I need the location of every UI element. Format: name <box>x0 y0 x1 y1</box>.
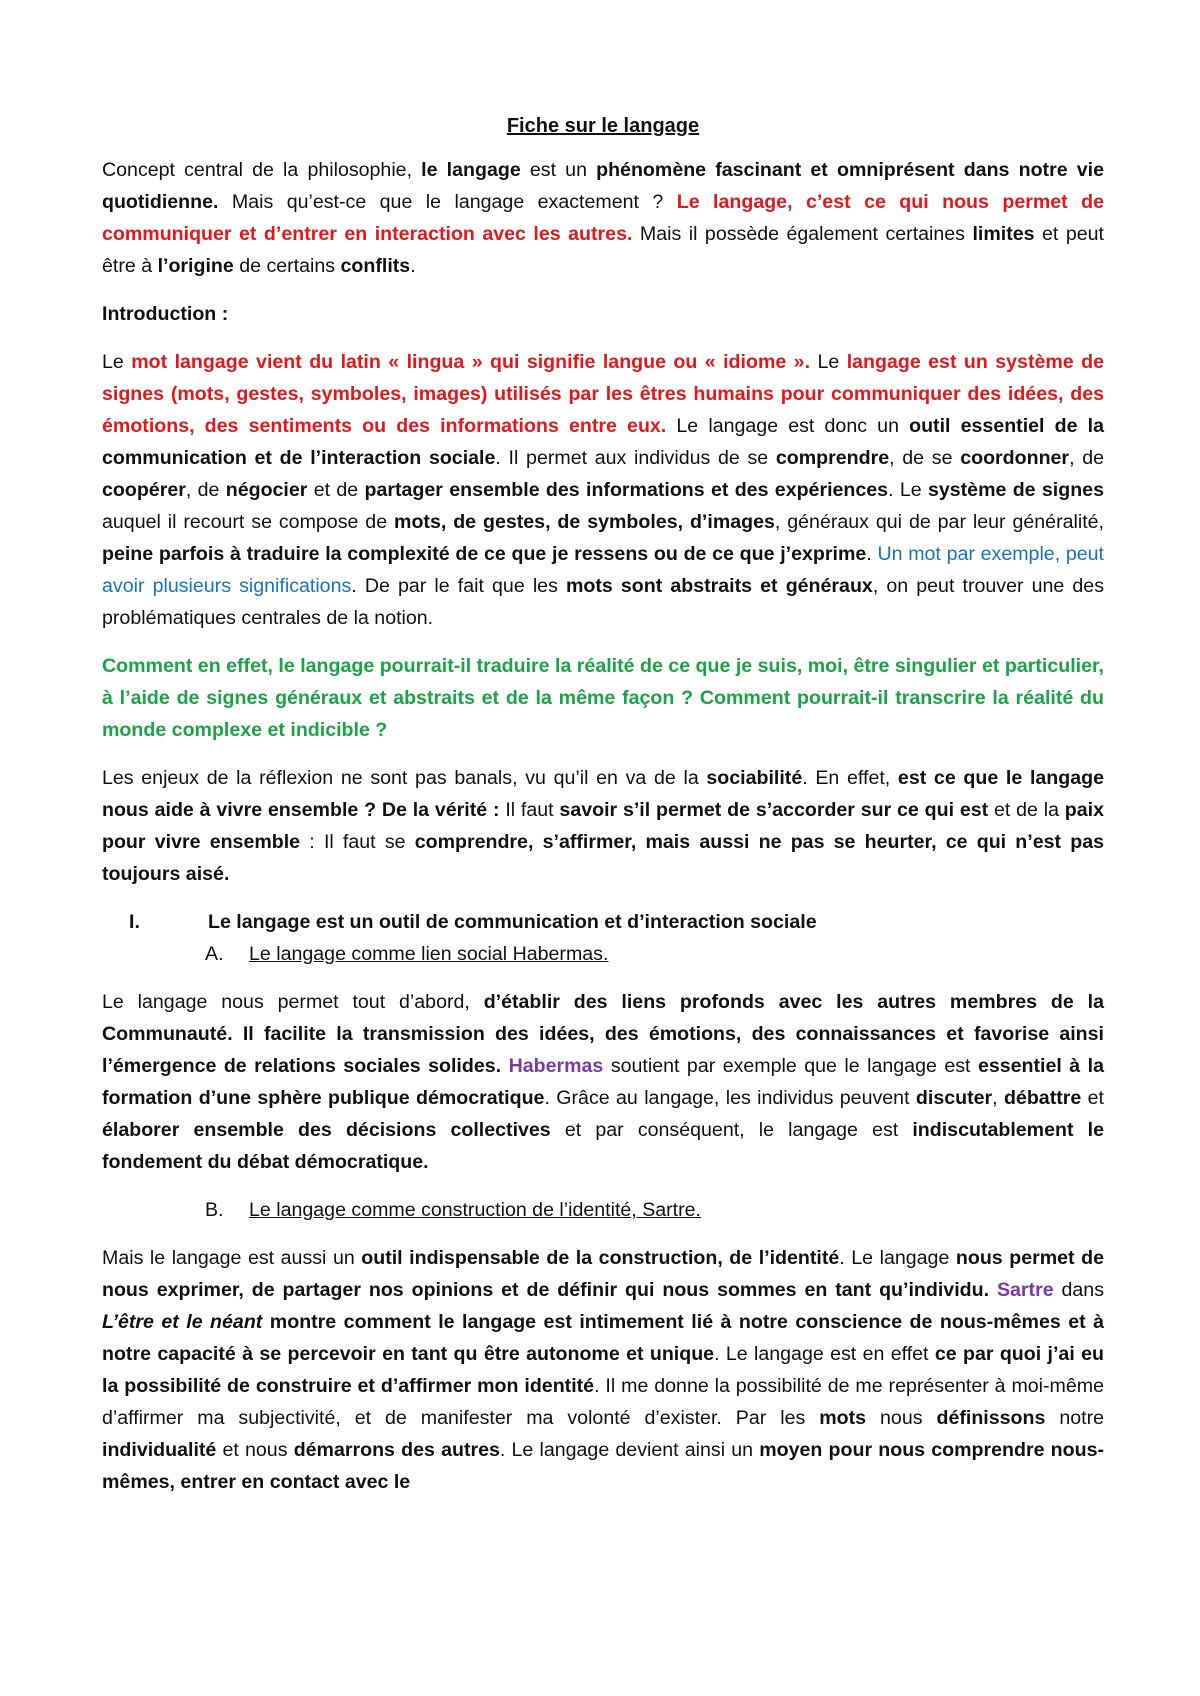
document-title: Fiche sur le langage <box>506 115 700 137</box>
text-run: . Il me donne la possibilité de me représenter à moi-même d’affirmer ma subjectivité, et de manifester ma volonté d’exister. Par les <box>102 1375 1104 1429</box>
text-run: limites <box>972 223 1035 245</box>
text-run: outil indispensable de la construction, de l’identité <box>361 1247 840 1269</box>
text-run: et <box>1081 1087 1104 1109</box>
text-run: Mais le langage est aussi un <box>102 1247 362 1269</box>
text-run: nous <box>866 1407 937 1429</box>
text-run: système de signes <box>927 479 1104 501</box>
text-run <box>262 1311 269 1333</box>
author-name: Sartre <box>996 1279 1054 1301</box>
section-number: I. <box>129 911 140 933</box>
text-run: et peut être à <box>102 223 1104 277</box>
text-run: . Le langage <box>839 1247 956 1269</box>
introduction-heading: Introduction : <box>102 303 229 325</box>
subsection-b-paragraph <box>102 1242 1104 1498</box>
text-run: indiscutablement le fondement du débat démocratique. <box>102 1119 1104 1173</box>
text-run: notre <box>1045 1407 1104 1429</box>
text-run: dans <box>1053 1279 1104 1301</box>
text-run: outil essentiel de la communication et de l’interaction sociale <box>102 415 1104 469</box>
subsection-heading-b <box>102 1194 1104 1226</box>
text-run: partager ensemble des informations et des expériences <box>364 479 889 501</box>
book-title: L’être et le néant <box>102 1311 263 1333</box>
text-run: . En effet, <box>802 767 898 789</box>
subsection-a-paragraph <box>102 986 1104 1178</box>
subsection-title: Le langage comme construction de l’identité, Sartre. <box>249 1199 701 1221</box>
text-run: conflits <box>340 255 411 277</box>
text-run: négocier <box>225 479 308 501</box>
text-run: paix pour vivre ensemble <box>102 799 1104 853</box>
text-run: , on peut trouver une des problématiques centrales de la notion. <box>102 575 1104 629</box>
section-heading-1 <box>102 906 1104 938</box>
text-run: et nous <box>216 1439 294 1461</box>
subsection-number: A. <box>205 943 224 965</box>
text-run: auquel il recourt se compose de <box>102 511 395 533</box>
text-run: peine parfois à traduire la complexité de ce que je ressens ou de ce que j’exprime <box>102 543 867 565</box>
text-run: . Grâce au langage, les individus peuvent <box>544 1087 916 1109</box>
text-run: coordonner <box>960 447 1070 469</box>
text-run <box>501 1055 508 1077</box>
text-run: . Le langage est en effet <box>714 1343 935 1365</box>
text-run: Mais il possède également certaines <box>632 223 973 245</box>
text-run: de certains <box>233 255 341 277</box>
text-run: , de <box>185 479 226 501</box>
text-run: phénomène fascinant et omniprésent dans notre vie quotidienne. <box>102 159 1104 213</box>
text-run: savoir s’il permet de s’accorder sur ce qui est <box>559 799 989 821</box>
text-run: sociabilité <box>706 767 803 789</box>
text-run: démarrons des autres <box>293 1439 500 1461</box>
highlight-red: langage est un système de signes (mots, gestes, symboles, images) utilisés par les êtres humains pour communiquer des idées, des émotions, des sentiments ou des informations entre eux. <box>102 351 1104 437</box>
stakes-paragraph <box>102 762 1104 890</box>
text-run: coopérer <box>102 479 186 501</box>
text-run: Le langage nous permet tout d’abord, <box>102 991 484 1013</box>
text-run: essentiel à la formation d’une sphère publique démocratique <box>102 1055 1105 1109</box>
text-run: Le langage est donc un <box>666 415 910 437</box>
text-run: l’origine <box>157 255 234 277</box>
text-run: et de <box>307 479 365 501</box>
text-run: individualité <box>102 1439 217 1461</box>
text-run: . <box>410 255 416 277</box>
definition-paragraph <box>102 346 1104 634</box>
text-run: élaborer ensemble des décisions collectives <box>102 1119 551 1141</box>
highlight-blue: Un mot par exemple, peut avoir plusieurs significations <box>102 543 1104 597</box>
text-run: . Il permet aux individus de se <box>495 447 776 469</box>
text-run: est ce que le langage nous aide à vivre ensemble ? De la vérité : <box>102 767 1104 821</box>
text-run: soutient par exemple que le langage est <box>603 1055 978 1077</box>
text-run: mots, de gestes, de symboles, d’images <box>394 511 775 533</box>
text-run: Il faut <box>499 799 560 821</box>
text-run: , <box>992 1087 1004 1109</box>
text-run <box>989 1279 997 1301</box>
highlight-red: mot langage vient du latin « lingua » qui signifie langue ou « idiome ». <box>131 351 811 373</box>
text-run: nous permet de nous exprimer, de partager nos opinions et de définir qui nous sommes en tant qu’individu. <box>102 1247 1104 1301</box>
text-run: montre comment le langage est intimement lié à notre conscience de nous-mêmes et à notre capacité à se percevoir en tant qu être autonome et unique <box>102 1311 1104 1365</box>
text-run: . De par le fait que les <box>351 575 566 597</box>
text-run: le langage <box>412 159 530 181</box>
author-name: Habermas <box>508 1055 604 1077</box>
text-run: , généraux qui de par leur généralité, <box>774 511 1104 533</box>
text-run: et par conséquent, le langage est <box>550 1119 913 1141</box>
text-run: est un <box>529 159 597 181</box>
text-run: Les enjeux de la réflexion ne sont pas banals, vu qu’il en va de la <box>102 767 707 789</box>
text-run: Concept central de la philosophie, <box>102 159 413 181</box>
section-title: Le langage est un outil de communication et d’interaction sociale <box>208 911 817 933</box>
document-page <box>102 110 1104 1514</box>
text-run: comprendre, s’affirmer, mais aussi ne pas se heurter, ce qui n’est pas toujours aisé. <box>102 831 1104 885</box>
subsection-heading-a <box>102 938 1104 970</box>
text-run: comprendre <box>775 447 890 469</box>
intro-paragraph <box>102 154 1104 282</box>
text-run: Le <box>102 351 132 373</box>
text-run: Mais qu’est-ce que le langage exactement ? <box>218 191 677 213</box>
text-run: , de se <box>889 447 961 469</box>
text-run: Le <box>810 351 847 373</box>
text-run: définissons <box>936 1407 1046 1429</box>
text-run: et de la <box>988 799 1065 821</box>
text-run: : Il faut se <box>300 831 415 853</box>
text-run: . <box>866 543 878 565</box>
subsection-title: Le langage comme lien social Habermas. <box>249 943 609 965</box>
text-run: d’établir des liens profonds avec les autres membres de la Communauté. Il facilite la transmission des idées, des émotions, des connaissances et favorise ainsi l’émergence de relations sociales solides. <box>102 991 1105 1077</box>
text-run: . Le <box>888 479 928 501</box>
text-run: mots sont abstraits et généraux <box>565 575 873 597</box>
text-run: . Le langage devient ainsi un <box>499 1439 760 1461</box>
problematic-paragraph: Comment en effet, le langage pourrait-il traduire la réalité de ce que je suis, moi, être singulier et particulier, à l’aide de signes généraux et abstraits et de la même façon ? Comment pourrait-il transcrire la réalité du monde complexe et indicible ? <box>102 655 1104 741</box>
subsection-number: B. <box>205 1199 224 1221</box>
text-run: moyen pour nous comprendre nous-mêmes, entrer en contact avec le <box>102 1439 1104 1493</box>
highlight-red: Le langage, c’est ce qui nous permet de communiquer et d’entrer en interaction avec les autres. <box>102 191 1105 245</box>
text-run: débattre <box>1003 1087 1082 1109</box>
text-run: mots <box>819 1407 867 1429</box>
text-run: discuter <box>915 1087 993 1109</box>
text-run: ce par quoi j’ai eu la possibilité de construire et d’affirmer mon identité <box>102 1343 1104 1397</box>
text-run: , de <box>1069 447 1105 469</box>
